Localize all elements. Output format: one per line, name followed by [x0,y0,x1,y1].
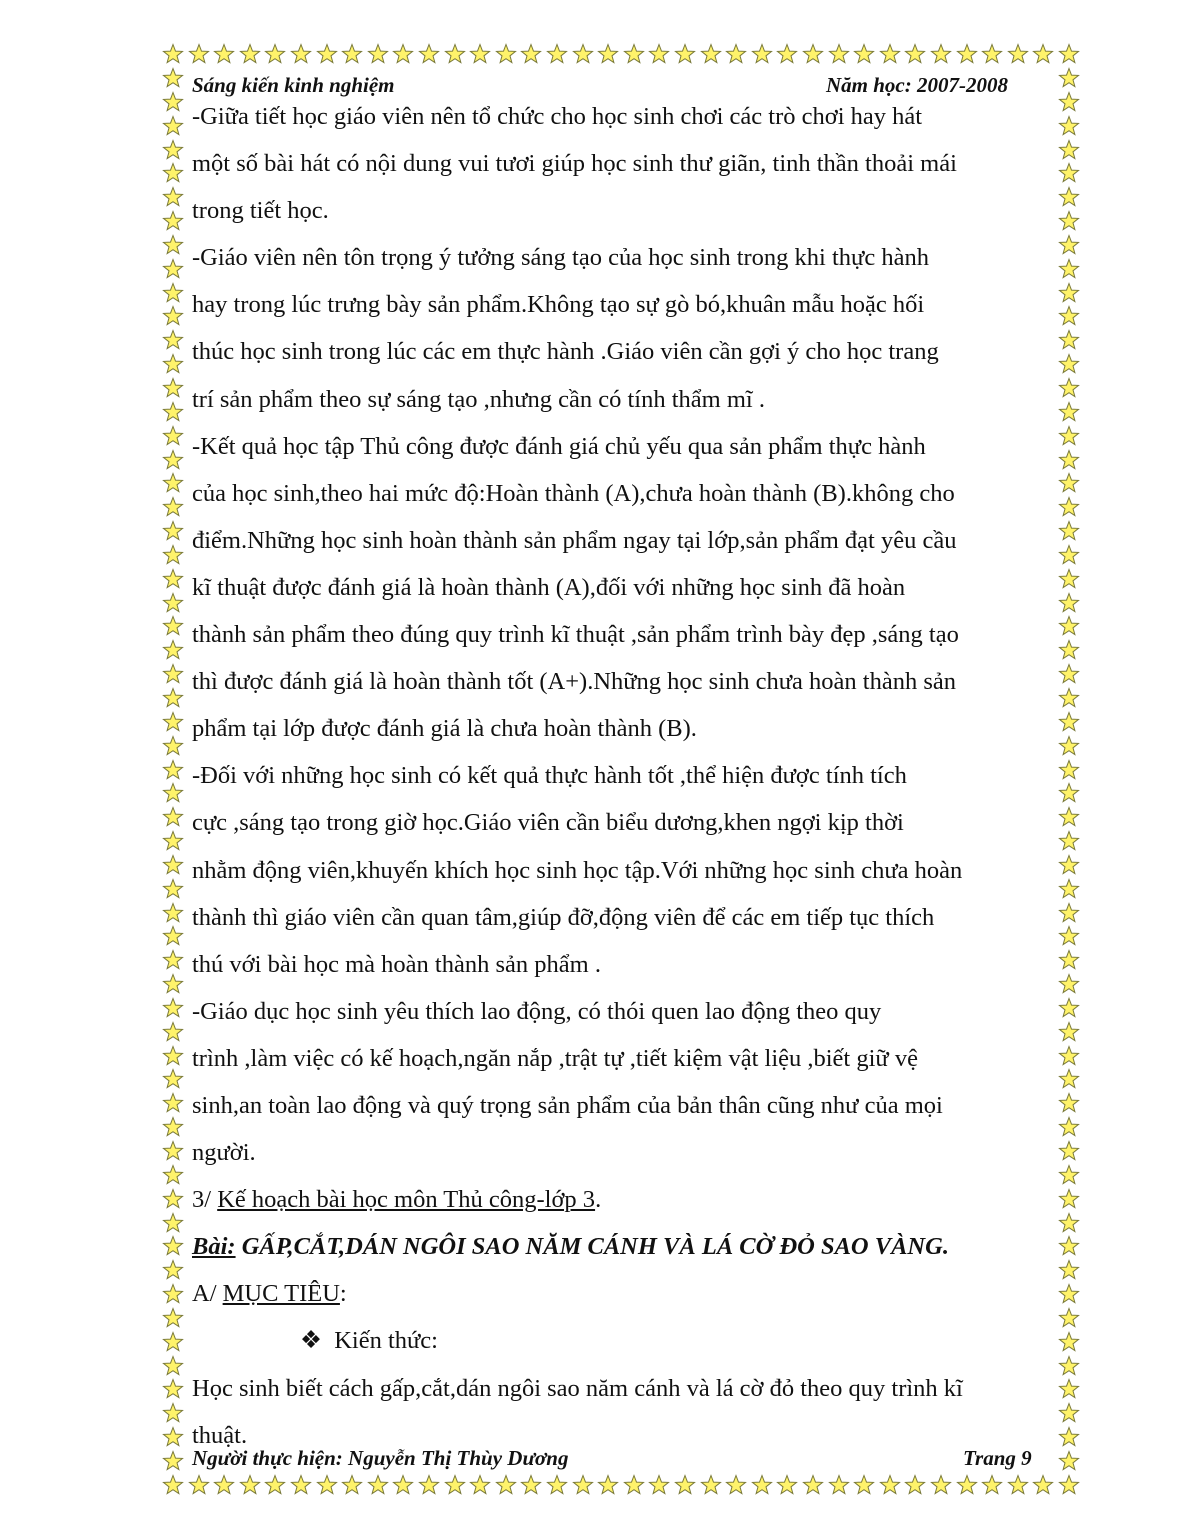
diamond-bullet-icon: ❖ [300,1327,322,1355]
star-icon [828,1474,850,1496]
star-icon [597,1474,619,1496]
footer-page-number: Trang 9 [963,1446,1032,1470]
star-icon [469,1474,491,1496]
star-icon [367,43,389,65]
star-icon [572,43,594,65]
star-icon [162,1235,184,1257]
star-icon [162,401,184,423]
text-line: -Đối với những học sinh có kết quả thực hành tốt ,thể hiện được tính tích [192,762,907,790]
star-icon [162,1378,184,1400]
star-icon [162,472,184,494]
star-icon [162,139,184,161]
star-icon [162,759,184,781]
plan-heading-prefix: 3/ [192,1186,218,1214]
text-line: thú với bài học mà hoàn thành sản phẩm . [192,950,601,978]
star-icon [162,43,184,65]
star-icon [162,1450,184,1472]
star-icon [546,43,568,65]
star-icon [1058,43,1080,65]
star-icon [162,1283,184,1305]
star-icon [162,806,184,828]
star-icon [162,282,184,304]
star-icon [162,615,184,637]
text-line: cực ,sáng tạo trong giờ học.Giáo viên cần biểu dương,khen ngợi kịp thời [192,809,904,837]
star-icon [802,1474,824,1496]
bullet-item [192,1317,1062,1364]
lesson-label: Bài: [192,1233,236,1261]
star-icon [162,639,184,661]
star-icon [674,43,696,65]
star-icon [162,210,184,232]
star-icon [290,1474,312,1496]
star-icon [904,43,926,65]
star-icon [418,43,440,65]
lesson-name: GẤP,CẮT,DÁN NGÔI SAO NĂM CÁNH VÀ LÁ CỜ ĐỎ SAO VÀNG. [235,1233,949,1261]
star-icon [162,782,184,804]
header-title: Sáng kiến kinh nghiệm [192,73,395,97]
star-icon [495,43,517,65]
text-line: thuật. [192,1421,248,1449]
star-icon [316,1474,338,1496]
star-icon [162,973,184,995]
text-line: thành sản phẩm theo đúng quy trình kĩ thuật ,sản phẩm trình bày đẹp ,sáng tạo [192,621,959,649]
plan-heading [192,1176,1062,1223]
star-icon [162,1021,184,1043]
plan-heading-title: Kế hoạch bài học môn Thủ công-lớp 3 [217,1186,596,1214]
star-icon [239,43,261,65]
star-icon [367,1474,389,1496]
bullet-text: Kiến thức: [334,1327,438,1355]
star-icon [290,43,312,65]
star-icon [853,1474,875,1496]
text-line: -Giáo dục học sinh yêu thích lao động, có thói quen lao động theo quy [192,997,882,1025]
star-icon [162,1355,184,1377]
star-icon [341,1474,363,1496]
star-icon [444,43,466,65]
text-line: trí sản phẩm theo sự sáng tạo ,nhưng cần có tính thẩm mĩ . [192,385,765,413]
star-icon [572,1474,594,1496]
star-icon [648,43,670,65]
text-line: sinh,an toàn lao động và quý trọng sản phẩm của bản thân cũng như của mọi [192,1091,943,1119]
star-icon [162,1045,184,1067]
text-line: -Kết quả học tập Thủ công được đánh giá chủ yếu qua sản phẩm thực hành [192,432,926,460]
star-icon [802,43,824,65]
star-icon [700,43,722,65]
star-icon [520,43,542,65]
star-icon [162,1164,184,1186]
star-icon [392,1474,414,1496]
star-icon [213,43,235,65]
star-icon [162,854,184,876]
star-icon [444,1474,466,1496]
text-line: nhằm động viên,khuyến khích học sinh học tập.Với những học sinh chưa hoàn [192,856,963,884]
document-body [192,93,1062,1459]
text-line: trong tiết học. [192,197,329,225]
star-icon [162,520,184,542]
star-icon [162,1331,184,1353]
star-icon [162,735,184,757]
star-icon [316,43,338,65]
body-paragraphs [192,93,1062,1176]
star-icon [162,449,184,471]
star-icon [623,43,645,65]
star-icon [776,43,798,65]
text-line: thúc học sinh trong lúc các em thực hành .Giáo viên cần gợi ý cho học trang [192,338,939,366]
star-icon [776,1474,798,1496]
star-icon [162,1068,184,1090]
star-icon [162,1474,184,1496]
star-icon [930,1474,952,1496]
star-icon [751,1474,773,1496]
text-line: của học sinh,theo hai mức độ:Hoàn thành (A),chưa hoàn thành (B).không cho [192,479,955,507]
star-icon [162,687,184,709]
star-icon [162,162,184,184]
star-icon [162,663,184,685]
text-line: một số bài hát có nội dung vui tươi giúp học sinh thư giãn, tinh thần thoải mái [192,150,957,178]
star-icon [213,1474,235,1496]
star-icon [1007,1474,1029,1496]
star-icon [162,1402,184,1424]
star-icon [469,43,491,65]
star-icon [1058,1474,1080,1496]
section-heading [192,1270,1062,1317]
star-icon [162,67,184,89]
star-icon [674,1474,696,1496]
star-icon [879,1474,901,1496]
lesson-title [192,1223,1062,1270]
star-icon [162,234,184,256]
star-icon [162,186,184,208]
star-icon [725,1474,747,1496]
text-line: hay trong lúc trưng bày sản phẩm.Không tạo sự gò bó,khuân mẫu hoặc hối [192,291,925,319]
star-icon [162,305,184,327]
star-icon [162,1259,184,1281]
star-icon [546,1474,568,1496]
star-icon [162,997,184,1019]
star-icon [879,43,901,65]
star-icon [623,1474,645,1496]
star-icon [162,568,184,590]
star-icon [188,43,210,65]
star-icon [1007,43,1029,65]
star-icon [930,43,952,65]
star-icon [853,43,875,65]
star-icon [162,1140,184,1162]
star-icon [162,329,184,351]
star-icon [162,1116,184,1138]
plan-heading-suffix: . [595,1186,602,1214]
star-icon [1032,43,1054,65]
star-icon [162,1092,184,1114]
text-line: thành thì giáo viên cần quan tâm,giúp đỡ,động viên để các em tiếp tục thích [192,903,935,931]
text-line: thì được đánh giá là hoàn thành tốt (A+).Những học sinh chưa hoàn thành sản [192,668,957,696]
star-icon [188,1474,210,1496]
footer-author: Người thực hiện: Nguyễn Thị Thùy Dương [192,1446,569,1470]
text-line: trình ,làm việc có kế hoạch,ngăn nắp ,trật tự ,tiết kiệm vật liệu ,biết giữ vệ [192,1044,918,1072]
star-icon [162,1307,184,1329]
star-icon [700,1474,722,1496]
text-line: điểm.Những học sinh hoàn thành sản phẩm ngay tại lớp,sản phẩm đạt yêu cầu [192,526,957,554]
star-icon [418,1474,440,1496]
star-icon [162,377,184,399]
header-school-year: Năm học: 2007-2008 [826,73,1008,97]
star-icon [162,830,184,852]
text-line: -Giữa tiết học giáo viên nên tổ chức cho học sinh chơi các trò chơi hay hát [192,103,923,130]
star-icon [162,115,184,137]
star-icon [162,496,184,518]
star-icon [904,1474,926,1496]
star-icon [981,43,1003,65]
star-icon [162,949,184,971]
star-icon [162,711,184,733]
star-icon [162,91,184,113]
star-icon [264,1474,286,1496]
text-line: -Giáo viên nên tôn trọng ý tưởng sáng tạo của học sinh trong khi thực hành [192,244,929,272]
star-icon [828,43,850,65]
star-icon [162,1188,184,1210]
star-icon [162,902,184,924]
star-icon [162,592,184,614]
star-icon [1032,1474,1054,1496]
star-icon [648,1474,670,1496]
star-icon [725,43,747,65]
star-icon [162,425,184,447]
section-title: MỤC TIÊU [222,1280,340,1308]
star-icon [162,1212,184,1234]
star-icon [520,1474,542,1496]
star-icon [495,1474,517,1496]
star-icon [392,43,414,65]
star-icon [162,925,184,947]
star-icon [981,1474,1003,1496]
text-line: người. [192,1139,256,1167]
star-icon [956,43,978,65]
star-icon [597,43,619,65]
star-icon [264,43,286,65]
star-icon [162,878,184,900]
star-icon [162,353,184,375]
section-suffix: : [339,1280,347,1308]
star-icon [751,43,773,65]
star-icon [162,258,184,280]
star-icon [341,43,363,65]
text-line: kĩ thuật được đánh giá là hoàn thành (A),đối với những học sinh đã hoàn [192,573,906,601]
star-icon [239,1474,261,1496]
text-line: phẩm tại lớp được đánh giá là chưa hoàn thành (B). [192,715,697,743]
star-icon [162,1426,184,1448]
text-line: Học sinh biết cách gấp,cắt,dán ngôi sao năm cánh và lá cờ đỏ theo quy trình kĩ [192,1374,963,1402]
star-icon [956,1474,978,1496]
star-icon [162,544,184,566]
star-icon [1058,67,1080,89]
section-prefix: A/ [192,1280,223,1308]
